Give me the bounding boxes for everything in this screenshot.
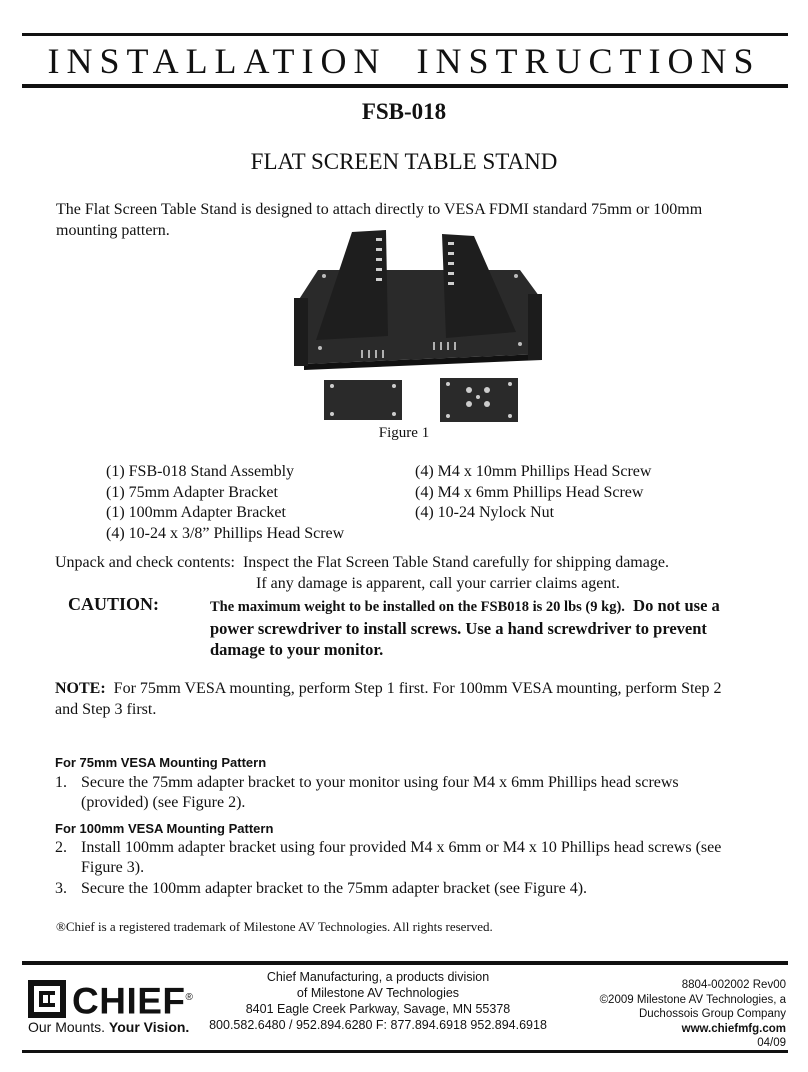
unpack-instructions [55,552,669,573]
unpack-line-2: If any damage is apparent, call your carrier claims agent. [256,575,620,592]
step-text: Secure the 100mm adapter bracket to the 75mm adapter bracket (see Figure 4). [81,880,588,897]
note-paragraph [55,678,745,720]
step-number: 1. [55,774,67,791]
parts-item: (1) 75mm Adapter Bracket [106,483,278,501]
chief-logo-icon [28,980,66,1018]
website-link[interactable]: www.chiefmfg.com [681,1022,786,1035]
company-address: Chief Manufacturing, a products division of Milestone AV Technologies 8401 Eagle Creek Parkway, Savage, MN 55378 800.582.6480 / 952.894.6280 F: 877.894.6918 952.894.6918 [209,970,547,1032]
step-3 [55,879,745,899]
caution-weight-limit: The maximum weight to be installed on the FSB018 is 20 lbs (9 kg). [210,599,625,615]
stand-right-rail [528,294,542,360]
unpack-label: Unpack and check contents: [55,554,235,571]
note-text: For 75mm VESA mounting, perform Step 1 first. For 100mm VESA mounting, perform Step 2 and Step 3 first. [55,680,722,718]
figure-1-caption: Figure 1 [378,425,430,441]
model-number: FSB-018 [361,99,447,124]
parts-list-left [106,462,344,544]
figure-1-illustration [290,228,552,424]
chief-logo [28,978,218,1038]
step-text: Secure the 75mm adapter bracket to your monitor using four M4 x 6mm Phillips head screws (provided) (see Figure 2). [81,774,679,811]
step-text: Install 100mm adapter bracket using four provided M4 x 6mm or M4 x 10 Phillips head screws (see Figure 3). [81,839,722,876]
footer-top-rule [22,961,788,965]
document-info: 8804-002002 Rev00 ©2009 Milestone AV Technologies, a Duchossois Group Company www.chiefmfg.com 04/09 [560,978,786,1051]
page-title: INSTALLATION INSTRUCTIONS [47,41,761,81]
caution-label: CAUTION: [68,594,160,614]
document-number: 8804-002002 Rev00 [681,979,786,991]
parts-item: (4) 10-24 x 3/8” Phillips Head Screw [106,524,345,542]
parts-item: (4) M4 x 10mm Phillips Head Screw [415,463,652,480]
parts-list-right [415,462,651,524]
note-label: NOTE: [55,680,106,697]
parts-item: (1) FSB-018 Stand Assembly [106,463,295,480]
stand-left-rail [294,298,308,366]
100mm-adapter-bracket [440,378,518,422]
unpack-line-1: Inspect the Flat Screen Table Stand carefully for shipping damage. [242,554,669,571]
step-number: 2. [55,839,67,856]
logo-tagline: Our Mounts. Your Vision. [28,1019,190,1035]
product-subtitle: FLAT SCREEN TABLE STAND [250,149,558,174]
top-rule [22,33,788,36]
trademark-notice: ®Chief is a registered trademark of Milestone AV Technologies. All rights reserved. [56,919,493,934]
caution-text [210,595,730,660]
title-underline-rule [22,84,788,88]
intro-paragraph: The Flat Screen Table Stand is designed to attach directly to VESA FDMI standard 75mm or 100mm mounting pattern. [56,201,703,239]
footer-bottom-rule [22,1050,788,1053]
parts-item: (4) 10-24 Nylock Nut [415,504,555,521]
step-1 [55,773,745,813]
document-date: 04/09 [757,1037,786,1049]
logo-wordmark: CHIEF® [72,980,194,1022]
parts-item: (4) M4 x 6mm Phillips Head Screw [415,483,644,501]
step-number: 3. [55,880,67,897]
section-heading-100mm: For 100mm VESA Mounting Pattern [55,821,274,836]
caution-screwdriver-warning: Do not use a power screwdriver to install screws. Use a hand screwdriver to prevent damage to your monitor. [210,596,720,659]
parts-item: (1) 100mm Adapter Bracket [106,504,286,521]
step-2 [55,838,745,878]
75mm-adapter-bracket [324,380,402,420]
section-heading-75mm: For 75mm VESA Mounting Pattern [55,755,267,770]
